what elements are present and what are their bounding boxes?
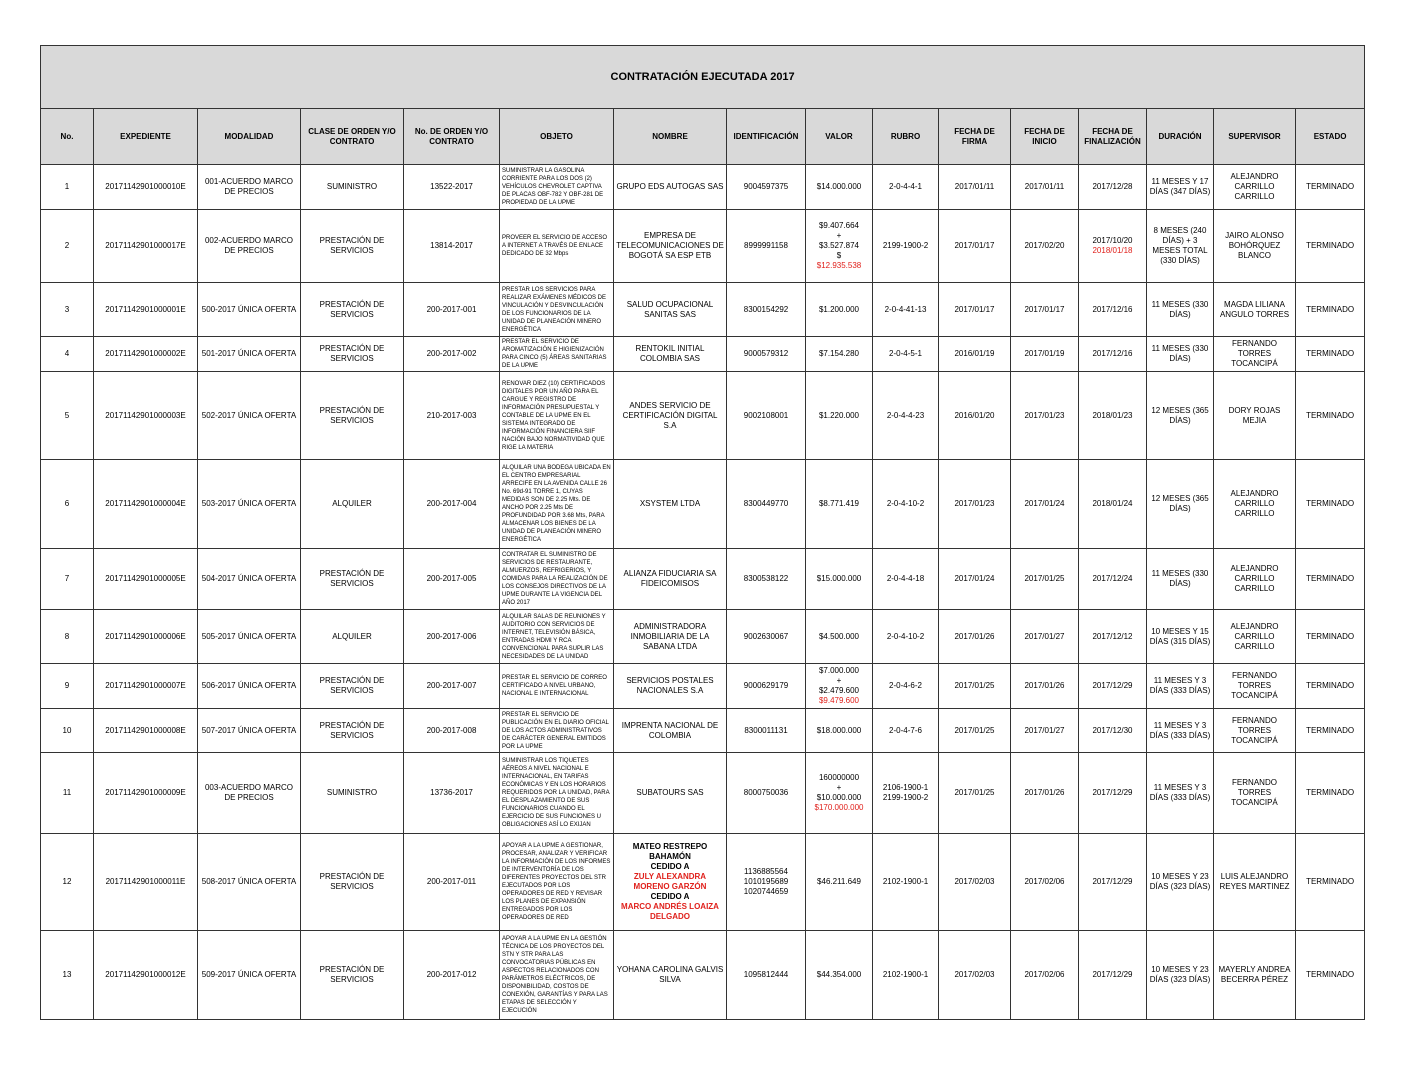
cell-firma: 2017/01/11 (939, 165, 1011, 210)
cell-clase: PRESTACIÓN DE SERVICIOS (301, 709, 404, 753)
cell-clase: PRESTACIÓN DE SERVICIOS (301, 834, 404, 931)
cedido-label: CEDIDO A (650, 892, 690, 901)
cell-nombre: GRUPO EDS AUTOGAS SAS (614, 165, 727, 210)
cell-fin: 2017/12/12 (1079, 610, 1147, 664)
nombre-original: MATEO RESTREPO BAHAMÓN (632, 842, 708, 861)
cell-numero: 13522-2017 (404, 165, 500, 210)
cell-modalidad: 002-ACUERDO MARCO DE PRECIOS (198, 210, 301, 283)
cell-modalidad: 500-2017 ÚNICA OFERTA (198, 283, 301, 337)
cell-numero: 200-2017-001 (404, 283, 500, 337)
cell-objeto: SUMINISTRAR LOS TIQUETES AÉREOS A NIVEL NACIONAL E INTERNACIONAL, EN TARIFAS ECONÓMICAS Y EN LOS HORARIOS REQUERIDOS POR LA UNIDAD, PARA EL DESPLAZAMIENTO DE SUS FUNCIONARIOS CUANDO EL EJERCICIO DE SUS FUNCIONES U OBLIGACIONES ASÍ LO EXIJAN (500, 753, 614, 834)
cell-duracion: 10 MESES Y 15 DÍAS (315 DÍAS) (1147, 610, 1214, 664)
cell-expediente: 20171142901000008E (94, 709, 198, 753)
cell-nombre: EMPRESA DE TELECOMUNICACIONES DE BOGOTÁ SA ESP ETB (614, 210, 727, 283)
cell-inicio: 2017/01/27 (1011, 610, 1079, 664)
cell-modalidad: 508-2017 ÚNICA OFERTA (198, 834, 301, 931)
col-header-duracion: DURACIÓN (1147, 109, 1214, 165)
cell-expediente: 20171142901000005E (94, 549, 198, 610)
valor-total: $170.000.000 (814, 803, 864, 812)
cell-no: 4 (41, 337, 94, 372)
cell-fin: 2018/01/24 (1079, 460, 1147, 549)
cell-modalidad: 504-2017 ÚNICA OFERTA (198, 549, 301, 610)
cell-rubro: 2-0-4-10-2 (873, 610, 939, 664)
cell-valor: $44.354.000 (806, 931, 873, 1020)
cell-fin: 2017/12/30 (1079, 709, 1147, 753)
cell-firma: 2017/01/26 (939, 610, 1011, 664)
table-row (41, 664, 1365, 709)
cell-supervisor: MAGDA LILIANA ANGULO TORRES (1214, 283, 1296, 337)
col-header-estado: ESTADO (1296, 109, 1365, 165)
cell-nombre: ALIANZA FIDUCIARIA SA FIDEICOMISOS (614, 549, 727, 610)
valor-plus: + (836, 231, 842, 240)
cell-clase: PRESTACIÓN DE SERVICIOS (301, 931, 404, 1020)
cell-inicio: 2017/01/26 (1011, 753, 1079, 834)
cell-inicio: 2017/01/26 (1011, 664, 1079, 709)
cell-clase: PRESTACIÓN DE SERVICIOS (301, 337, 404, 372)
cell-rubro: 2-0-4-5-1 (873, 337, 939, 372)
table-row (41, 834, 1365, 931)
cell-firma: 2016/01/20 (939, 372, 1011, 460)
cell-modalidad: 505-2017 ÚNICA OFERTA (198, 610, 301, 664)
identificacion-item: 1010195689 (743, 877, 789, 886)
valor-part: $10.000.000 (816, 793, 862, 802)
cell-numero: 13814-2017 (404, 210, 500, 283)
cell-estado: TERMINADO (1296, 372, 1365, 460)
cell-no: 8 (41, 610, 94, 664)
cell-no: 3 (41, 283, 94, 337)
cell-estado: TERMINADO (1296, 931, 1365, 1020)
cell-fin: 2017/12/29 (1079, 834, 1147, 931)
cell-no: 13 (41, 931, 94, 1020)
cell-supervisor: DORY ROJAS MEJIA (1214, 372, 1296, 460)
cell-rubro: 2-0-4-41-13 (873, 283, 939, 337)
cell-clase: PRESTACIÓN DE SERVICIOS (301, 372, 404, 460)
cell-supervisor: ALEJANDRO CARRILLO CARRILLO (1214, 460, 1296, 549)
col-header-supervisor: SUPERVISOR (1214, 109, 1296, 165)
cell-expediente: 20171142901000007E (94, 664, 198, 709)
table-row (41, 753, 1365, 834)
cell-clase: SUMINISTRO (301, 165, 404, 210)
cell-clase: PRESTACIÓN DE SERVICIOS (301, 664, 404, 709)
table-row (41, 709, 1365, 753)
cell-no: 7 (41, 549, 94, 610)
cell-identificacion: 9000579312 (727, 337, 806, 372)
cell-inicio: 2017/02/20 (1011, 210, 1079, 283)
cell-estado: TERMINADO (1296, 753, 1365, 834)
cell-fin: 2017/12/29 (1079, 664, 1147, 709)
cell-estado: TERMINADO (1296, 610, 1365, 664)
cell-rubro: 2199-1900-2 (873, 210, 939, 283)
valor-total: $12.935.538 (816, 261, 862, 270)
cell-numero: 200-2017-005 (404, 549, 500, 610)
cell-expediente: 20171142901000001E (94, 283, 198, 337)
cell-modalidad: 507-2017 ÚNICA OFERTA (198, 709, 301, 753)
cell-no: 10 (41, 709, 94, 753)
cell-nombre (614, 834, 727, 931)
cell-rubro: 2-0-4-6-2 (873, 664, 939, 709)
cell-rubro: 2106-1900-1 2199-1900-2 (873, 753, 939, 834)
cell-duracion: 10 MESES Y 23 DÍAS (323 DÍAS) (1147, 931, 1214, 1020)
cell-expediente: 20171142901000009E (94, 753, 198, 834)
cell-supervisor: JAIRO ALONSO BOHÓRQUEZ BLANCO (1214, 210, 1296, 283)
cell-objeto: ALQUILAR SALAS DE REUNIONES Y AUDITORIO CON SERVICIOS DE INTERNET, TELEVISIÓN BÁSICA, ENTRADAS HDMI Y RCA CONVENCIONAL PARA SUPLIR LAS NECESIDADES DE LA UNIDAD (500, 610, 614, 664)
cell-identificacion: 8300011131 (727, 709, 806, 753)
table-row (41, 931, 1365, 1020)
cell-firma: 2017/01/17 (939, 210, 1011, 283)
cell-no: 1 (41, 165, 94, 210)
col-header-inicio: FECHA DE INICIO (1011, 109, 1079, 165)
cell-modalidad: 509-2017 ÚNICA OFERTA (198, 931, 301, 1020)
cell-supervisor: FERNANDO TORRES TOCANCIPÁ (1214, 337, 1296, 372)
col-header-modalidad: MODALIDAD (198, 109, 301, 165)
cell-no: 2 (41, 210, 94, 283)
cell-fin: 2017/12/28 (1079, 165, 1147, 210)
cell-firma: 2017/01/24 (939, 549, 1011, 610)
cell-estado: TERMINADO (1296, 664, 1365, 709)
table-row (41, 460, 1365, 549)
valor-plus: + (836, 676, 842, 685)
cell-expediente: 20171142901000003E (94, 372, 198, 460)
cell-identificacion: 9004597375 (727, 165, 806, 210)
fin-prorroga: 2018/01/18 (1092, 246, 1133, 255)
cell-fin: 2017/12/24 (1079, 549, 1147, 610)
table-row (41, 372, 1365, 460)
cell-rubro: 2102-1900-1 (873, 834, 939, 931)
cell-expediente: 20171142901000004E (94, 460, 198, 549)
cell-valor: $18.000.000 (806, 709, 873, 753)
cell-modalidad: 503-2017 ÚNICA OFERTA (198, 460, 301, 549)
cell-identificacion: 8300154292 (727, 283, 806, 337)
cell-modalidad: 501-2017 ÚNICA OFERTA (198, 337, 301, 372)
cell-rubro: 2102-1900-1 (873, 931, 939, 1020)
cell-rubro: 2-0-4-4-18 (873, 549, 939, 610)
cell-valor: $8.771.419 (806, 460, 873, 549)
valor-part: $2.479.600 (818, 686, 860, 695)
cell-objeto: RENOVAR DIEZ (10) CERTIFICADOS DIGITALES POR UN AÑO PARA EL CARGUE Y REGISTRO DE INFORMACIÓN PRESUPUESTAL Y CONTABLE DE LA UPME EN EL SISTEMA INTEGRADO DE INFORMACIÓN FINANCIERA SIIF NACIÓN BAJO NORMATIVIDAD QUE RIGE LA MATERIA (500, 372, 614, 460)
cell-duracion: 11 MESES Y 3 DÍAS (333 DÍAS) (1147, 664, 1214, 709)
cell-duracion: 12 MESES (365 DÍAS) (1147, 460, 1214, 549)
cell-fin: 2018/01/23 (1079, 372, 1147, 460)
cell-numero: 210-2017-003 (404, 372, 500, 460)
cell-supervisor: ALEJANDRO CARRILLO CARRILLO (1214, 549, 1296, 610)
cell-identificacion: 9002630067 (727, 610, 806, 664)
cell-firma: 2017/01/25 (939, 753, 1011, 834)
col-header-identificacion: IDENTIFICACIÓN (727, 109, 806, 165)
table-row (41, 549, 1365, 610)
cell-inicio: 2017/01/24 (1011, 460, 1079, 549)
identificacion-item: 1020744659 (743, 887, 789, 896)
cell-supervisor: FERNANDO TORRES TOCANCIPÁ (1214, 709, 1296, 753)
valor-total: $9.479.600 (818, 696, 860, 705)
cell-nombre: XSYSTEM LTDA (614, 460, 727, 549)
cell-inicio: 2017/01/19 (1011, 337, 1079, 372)
cell-expediente: 20171142901000011E (94, 834, 198, 931)
cell-valor: $7.154.280 (806, 337, 873, 372)
cell-firma: 2017/01/25 (939, 664, 1011, 709)
cell-estado: TERMINADO (1296, 834, 1365, 931)
cell-identificacion: 8000750036 (727, 753, 806, 834)
cell-rubro: 2-0-4-4-1 (873, 165, 939, 210)
cell-supervisor: MAYERLY ANDREA BECERRA PÉREZ (1214, 931, 1296, 1020)
cell-expediente: 20171142901000010E (94, 165, 198, 210)
cell-valor: $1.200.000 (806, 283, 873, 337)
fin-original: 2017/10/20 (1092, 236, 1133, 245)
valor-part: $7.000.000 (818, 666, 860, 675)
cell-expediente: 20171142901000002E (94, 337, 198, 372)
col-header-valor: VALOR (806, 109, 873, 165)
col-header-fin: FECHA DE FINALIZACIÓN (1079, 109, 1147, 165)
cell-estado: TERMINADO (1296, 210, 1365, 283)
cell-valor (806, 210, 873, 283)
table-row (41, 210, 1365, 283)
cell-no: 6 (41, 460, 94, 549)
cell-firma: 2017/01/17 (939, 283, 1011, 337)
cell-inicio: 2017/02/06 (1011, 834, 1079, 931)
cell-duracion: 11 MESES (330 DÍAS) (1147, 549, 1214, 610)
identificacion-item: 1136885564 (744, 867, 788, 876)
col-header-clase: CLASE DE ORDEN Y/O CONTRATO (301, 109, 404, 165)
cell-supervisor: ALEJANDRO CARRILLO CARRILLO (1214, 610, 1296, 664)
cell-estado: TERMINADO (1296, 165, 1365, 210)
table-title: CONTRATACIÓN EJECUTADA 2017 (41, 46, 1365, 109)
valor-part: $9.407.664 (818, 221, 860, 230)
cell-numero: 200-2017-011 (404, 834, 500, 931)
cell-no: 9 (41, 664, 94, 709)
cell-objeto: SUMINISTRAR LA GASOLINA CORRIENTE PARA LOS DOS (2) VEHÍCULOS CHEVROLET CAPTIVA DE PLACAS OBF-782 Y OBF-281 DE PROPIEDAD DE LA UPME (500, 165, 614, 210)
cell-objeto: PRESTAR EL SERVICIO DE CORREO CERTIFICADO A NIVEL URBANO, NACIONAL E INTERNACIONAL (500, 664, 614, 709)
cell-identificacion: 9000629179 (727, 664, 806, 709)
cell-fin (1079, 210, 1147, 283)
cell-identificacion: 8999991158 (727, 210, 806, 283)
col-header-objeto: OBJETO (500, 109, 614, 165)
cell-rubro: 2-0-4-7-6 (873, 709, 939, 753)
nombre-cesionario: MARCO ANDRÉS LOAIZA DELGADO (621, 902, 719, 921)
table-row (41, 337, 1365, 372)
cell-clase: ALQUILER (301, 460, 404, 549)
cell-identificacion: 8300449770 (727, 460, 806, 549)
cell-duracion: 8 MESES (240 DÍAS) + 3 MESES TOTAL (330 DÍAS) (1147, 210, 1214, 283)
cell-modalidad: 001-ACUERDO MARCO DE PRECIOS (198, 165, 301, 210)
cell-inicio: 2017/01/11 (1011, 165, 1079, 210)
table-row (41, 610, 1365, 664)
cell-identificacion: 1095812444 (727, 931, 806, 1020)
cell-numero: 200-2017-002 (404, 337, 500, 372)
cell-numero: 200-2017-004 (404, 460, 500, 549)
cell-identificacion (727, 834, 806, 931)
cell-objeto: PROVEER EL SERVICIO DE ACCESO A INTERNET A TRAVÉS DE ENLACE DEDICADO DE 32 Mbps (500, 210, 614, 283)
valor-dollar: $ (836, 251, 842, 260)
cell-supervisor: ALEJANDRO CARRILLO CARRILLO (1214, 165, 1296, 210)
cell-duracion: 11 MESES (330 DÍAS) (1147, 337, 1214, 372)
cell-modalidad: 502-2017 ÚNICA OFERTA (198, 372, 301, 460)
cell-objeto: PRESTAR LOS SERVICIOS PARA REALIZAR EXÁMENES MÉDICOS DE VINCULACIÓN Y DESVINCULACIÓN DE LOS FUNCIONARIOS DE LA UNIDAD DE PLANEACIÓN MINERO ENERGÉTICA (500, 283, 614, 337)
table-row (41, 283, 1365, 337)
cell-nombre: YOHANA CAROLINA GALVIS SILVA (614, 931, 727, 1020)
cell-fin: 2017/12/16 (1079, 283, 1147, 337)
cell-objeto: APOYAR A LA UPME EN LA GESTIÓN TÉCNICA DE LOS PROYECTOS DEL STN Y STR PARA LAS CONVOCATORIAS PÚBLICAS EN ASPECTOS RELACIONADOS CON PARÁMETROS ELÉCTRICOS, DE DISPONIBILIDAD, COSTOS DE CONEXIÓN, GARANTÍAS Y PARA LAS ETAPAS DE SELECCIÓN Y EJECUCIÓN (500, 931, 614, 1020)
cell-numero: 13736-2017 (404, 753, 500, 834)
cell-objeto: PRESTAR EL SERVICIO DE AROMATIZACIÓN E HIGIENIZACIÓN PARA CINCO (5) ÁREAS SANITARIAS DE LA UPME (500, 337, 614, 372)
valor-part: $3.527.874 (818, 241, 860, 250)
cell-nombre: SERVICIOS POSTALES NACIONALES S.A (614, 664, 727, 709)
cell-objeto: APOYAR A LA UPME A GESTIONAR, PROCESAR, ANALIZAR Y VERIFICAR LA INFORMACIÓN DE LOS INFORMES DE INTERVENTORÍA DE LOS DIFERENTES PROYECTOS DEL STR EJECUTADOS POR LOS OPERADORES DE RED Y REVISAR LOS PLANES DE EXPANSIÓN ENTREGADOS POR LOS OPERADORES DE RED (500, 834, 614, 931)
cell-fin: 2017/12/29 (1079, 753, 1147, 834)
cell-supervisor: LUIS ALEJANDRO REYES MARTINEZ (1214, 834, 1296, 931)
cell-objeto: PRESTAR EL SERVICIO DE PUBLICACIÓN EN EL DIARIO OFICIAL DE LOS ACTOS ADMINISTRATIVOS DE CARÁCTER GENERAL EMITIDOS POR LA UPME (500, 709, 614, 753)
cell-clase: ALQUILER (301, 610, 404, 664)
cell-valor: $1.220.000 (806, 372, 873, 460)
cell-numero: 200-2017-007 (404, 664, 500, 709)
col-header-expediente: EXPEDIENTE (94, 109, 198, 165)
cell-nombre: RENTOKIL INITIAL COLOMBIA SAS (614, 337, 727, 372)
cell-identificacion: 9002108001 (727, 372, 806, 460)
cell-rubro: 2-0-4-10-2 (873, 460, 939, 549)
cell-valor: $14.000.000 (806, 165, 873, 210)
cell-inicio: 2017/01/27 (1011, 709, 1079, 753)
cell-inicio: 2017/01/17 (1011, 283, 1079, 337)
cell-inicio: 2017/02/06 (1011, 931, 1079, 1020)
cell-clase: SUMINISTRO (301, 753, 404, 834)
nombre-cesionario: ZULY ALEXANDRA MORENO GARZÓN (633, 872, 707, 891)
cell-valor: $15.000.000 (806, 549, 873, 610)
col-header-no: No. (41, 109, 94, 165)
col-header-rubro: RUBRO (873, 109, 939, 165)
cell-valor (806, 664, 873, 709)
cell-no: 11 (41, 753, 94, 834)
cell-expediente: 20171142901000017E (94, 210, 198, 283)
contracts-table (40, 45, 1365, 1020)
header-row (41, 109, 1365, 165)
cell-firma: 2017/02/03 (939, 931, 1011, 1020)
cedido-label: CEDIDO A (650, 862, 690, 871)
cell-nombre: IMPRENTA NACIONAL DE COLOMBIA (614, 709, 727, 753)
cell-estado: TERMINADO (1296, 337, 1365, 372)
cell-nombre: ANDES SERVICIO DE CERTIFICACIÓN DIGITAL S.A (614, 372, 727, 460)
col-header-numero: No. DE ORDEN Y/O CONTRATO (404, 109, 500, 165)
cell-estado: TERMINADO (1296, 709, 1365, 753)
cell-modalidad: 003-ACUERDO MARCO DE PRECIOS (198, 753, 301, 834)
cell-firma: 2016/01/19 (939, 337, 1011, 372)
cell-inicio: 2017/01/23 (1011, 372, 1079, 460)
cell-objeto: CONTRATAR EL SUMINISTRO DE SERVICIOS DE RESTAURANTE, ALMUERZOS, REFRIGERIOS, Y COMIDAS PARA LA REALIZACIÓN DE LOS CONSEJOS DIRECTIVOS DE LA UPME DURANTE LA VIGENCIA DEL AÑO 2017 (500, 549, 614, 610)
cell-objeto: ALQUILAR UNA BODEGA UBICADA EN EL CENTRO EMPRESARIAL ARRECIFE EN LA AVENIDA CALLE 26 No. 69d-91 TORRE 1, CUYAS MEDIDAS SON DE 2.25 Mts. DE ANCHO POR 2.25 Mts DE PROFUNDIDAD POR 3.68 Mts, PARA ALMACENAR LOS BIENES DE LA UNIDAD DE PLANEACIÓN MINERO ENERGÉTICA (500, 460, 614, 549)
cell-firma: 2017/01/23 (939, 460, 1011, 549)
cell-no: 12 (41, 834, 94, 931)
cell-duracion: 10 MESES Y 23 DÍAS (323 DÍAS) (1147, 834, 1214, 931)
cell-duracion: 11 MESES (330 DÍAS) (1147, 283, 1214, 337)
cell-clase: PRESTACIÓN DE SERVICIOS (301, 283, 404, 337)
cell-valor (806, 753, 873, 834)
cell-no: 5 (41, 372, 94, 460)
cell-nombre: ADMINISTRADORA INMOBILIARIA DE LA SABANA LTDA (614, 610, 727, 664)
cell-clase: PRESTACIÓN DE SERVICIOS (301, 549, 404, 610)
cell-estado: TERMINADO (1296, 283, 1365, 337)
cell-numero: 200-2017-006 (404, 610, 500, 664)
cell-duracion: 11 MESES Y 3 DÍAS (333 DÍAS) (1147, 709, 1214, 753)
col-header-nombre: NOMBRE (614, 109, 727, 165)
table-row (41, 165, 1365, 210)
cell-nombre: SUBATOURS SAS (614, 753, 727, 834)
cell-supervisor: FERNANDO TORRES TOCANCIPÁ (1214, 753, 1296, 834)
cell-numero: 200-2017-012 (404, 931, 500, 1020)
cell-duracion: 12 MESES (365 DÍAS) (1147, 372, 1214, 460)
cell-duracion: 11 MESES Y 3 DÍAS (333 DÍAS) (1147, 753, 1214, 834)
cell-clase: PRESTACIÓN DE SERVICIOS (301, 210, 404, 283)
cell-firma: 2017/01/25 (939, 709, 1011, 753)
cell-estado: TERMINADO (1296, 549, 1365, 610)
valor-part: 160000000 (818, 773, 860, 782)
cell-identificacion: 8300538122 (727, 549, 806, 610)
cell-numero: 200-2017-008 (404, 709, 500, 753)
col-header-firma: FECHA DE FIRMA (939, 109, 1011, 165)
cell-supervisor: FERNANDO TORRES TOCANCIPÁ (1214, 664, 1296, 709)
cell-duracion: 11 MESES Y 17 DÍAS (347 DÍAS) (1147, 165, 1214, 210)
cell-inicio: 2017/01/25 (1011, 549, 1079, 610)
cell-firma: 2017/02/03 (939, 834, 1011, 931)
cell-estado: TERMINADO (1296, 460, 1365, 549)
cell-rubro: 2-0-4-4-23 (873, 372, 939, 460)
cell-modalidad: 506-2017 ÚNICA OFERTA (198, 664, 301, 709)
cell-valor: $46.211.649 (806, 834, 873, 931)
cell-expediente: 20171142901000012E (94, 931, 198, 1020)
cell-fin: 2017/12/16 (1079, 337, 1147, 372)
cell-fin: 2017/12/29 (1079, 931, 1147, 1020)
cell-expediente: 20171142901000006E (94, 610, 198, 664)
cell-valor: $4.500.000 (806, 610, 873, 664)
cell-nombre: SALUD OCUPACIONAL SANITAS SAS (614, 283, 727, 337)
valor-plus: + (836, 783, 842, 792)
